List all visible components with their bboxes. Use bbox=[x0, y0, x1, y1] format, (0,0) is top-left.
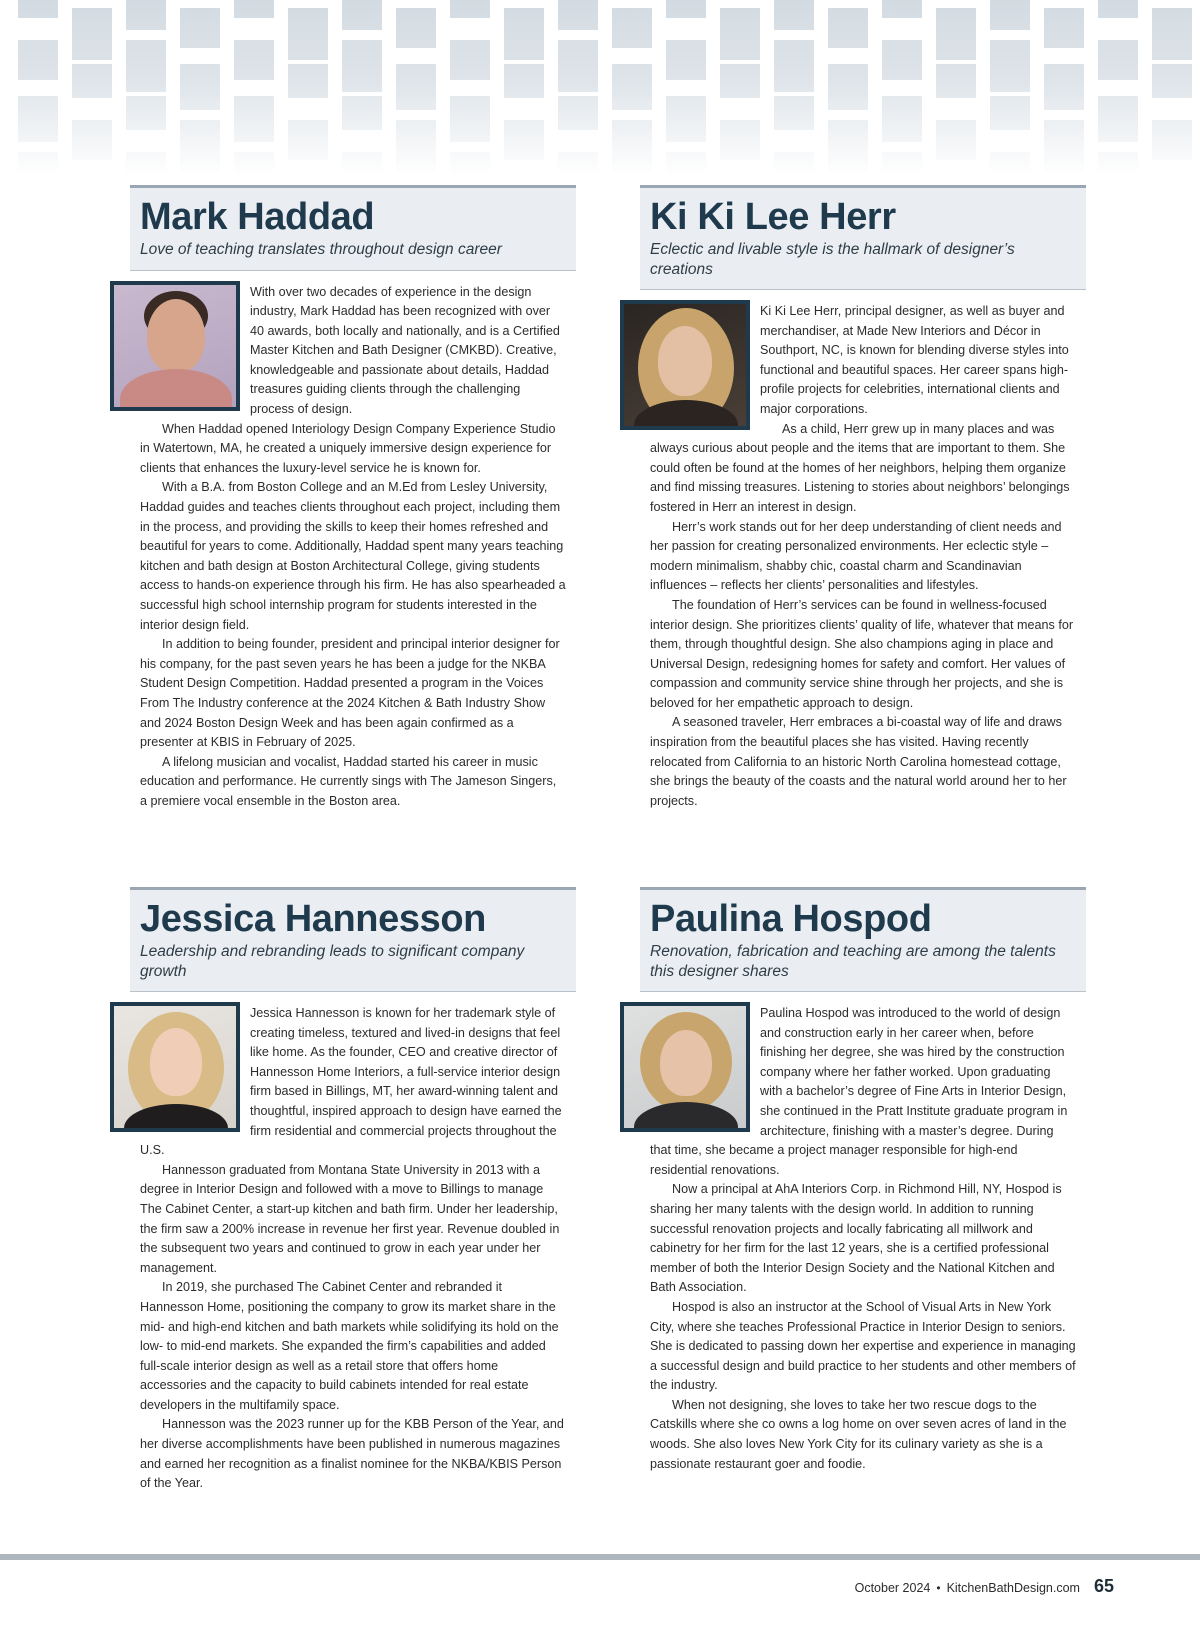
header-decorative-pattern bbox=[0, 0, 1200, 175]
profile-name: Ki Ki Lee Herr bbox=[650, 196, 896, 238]
paragraph: Herr’s work stands out for her deep understanding of client needs and her passion for creating personalized environments. Her eclectic style – modern minimalism, shabby chic, coastal charm and Scandinavian influences – reflects her clients’ personalities and lifestyles. bbox=[650, 519, 1062, 593]
paragraph: Hospod is also an instructor at the School of Visual Arts in New York City, where she teaches Professional Practice in Interior Design to seniors. She is dedicated to passing down her expertise and experience in managing a successful design and build practice to her students and other members of the industry. bbox=[650, 1299, 1076, 1393]
separator: • bbox=[936, 1581, 941, 1595]
profile-jessica-hannesson bbox=[130, 887, 576, 1494]
profile-subtitle: Eclectic and livable style is the hallmark of designer’s creations bbox=[650, 241, 1015, 278]
profile-name: Jessica Hannesson bbox=[140, 898, 486, 940]
site-link[interactable]: KitchenBathDesign.com bbox=[946, 1581, 1080, 1595]
profile-photo bbox=[620, 300, 750, 430]
profile-header bbox=[640, 185, 1086, 290]
profile-photo bbox=[110, 281, 240, 411]
profile-mark-haddad bbox=[130, 185, 576, 812]
profile-subtitle: Love of teaching translates throughout design career bbox=[140, 241, 502, 258]
profile-paulina-hospod bbox=[640, 887, 1086, 1474]
profile-photo bbox=[620, 1002, 750, 1132]
profile-header bbox=[130, 887, 576, 992]
profile-header bbox=[640, 887, 1086, 992]
footer-rule bbox=[0, 1554, 1200, 1560]
paragraph: Hannesson was the 2023 runner up for the KBB Person of the Year, and her diverse accomplishments have been published in numerous magazines and earned her recognition as a finalist nominee for the NKBA/KBIS Person of the Year. bbox=[140, 1417, 564, 1491]
paragraph: With a B.A. from Boston College and an M.Ed from Lesley University, Haddad guides and teaches clients throughout each project, including them in the process, and providing the skills to keep their homes refreshed and beautiful for years to come. Additionally, Haddad spent many years teaching kitchen and bath design at Boston Architectural College, giving students access to hands-on experience through his firm. He has also spearheaded a successful high school internship program for students interested in the interior design field. bbox=[140, 480, 566, 632]
paragraph: With over two decades of experience in the design industry, Mark Haddad has been recognized with over 40 awards, both locally and nationally, and is a Certified Master Kitchen and Bath Designer (CMKBD). Creative, knowledgeable and passionate about details, Haddad treasures guiding clients through the challenging process of design. bbox=[250, 284, 560, 417]
paragraph: When not designing, she loves to take her two rescue dogs to the Catskills where she co owns a log home on over seven acres of land in the woods. She also loves New York City for its culinary variety as she is a passionate restaurant goer and foodie. bbox=[650, 1397, 1067, 1471]
paragraph: A lifelong musician and vocalist, Haddad started his career in music education and performance. He currently sings with The Jameson Singers, a premiere vocal ensemble in the Boston area. bbox=[140, 754, 557, 808]
paragraph: Now a principal at AhA Interiors Corp. in Richmond Hill, NY, Hospod is sharing her many talents with the design world. In addition to running successful renovation projects and locally fabricating all millwork and cabinetry for her firm for the last 12 years, she is a certified professional member of both the Interior Design Society and the National Kitchen and Bath Association. bbox=[650, 1182, 1062, 1295]
issue-date: October 2024 bbox=[854, 1581, 931, 1595]
profile-header bbox=[130, 185, 576, 271]
paragraph: As a child, Herr grew up in many places and was always curious about people and the items that are important to them. She could often be found at the homes of her neighbors, helping them organize and find missing treasures. Listening to stories about neighbors’ belongings fostered in Herr an interest in design. bbox=[650, 421, 1070, 514]
profile-name: Mark Haddad bbox=[140, 196, 375, 238]
page-number: 65 bbox=[1093, 1576, 1114, 1596]
profile-subtitle: Renovation, fabrication and teaching are among the talents this designer shares bbox=[650, 943, 1056, 980]
paragraph: A seasoned traveler, Herr embraces a bi-coastal way of life and draws inspiration from the beautiful places she has visited. Having recently relocated from California to an historic North Carolina homestead cottage, she brings the beauty of the coasts and the natural world around her to her projects. bbox=[650, 715, 1067, 808]
profile-name: Paulina Hospod bbox=[650, 898, 932, 940]
profile-photo bbox=[110, 1002, 240, 1132]
page-footer bbox=[855, 1576, 1114, 1597]
paragraph: Ki Ki Lee Herr, principal designer, as well as buyer and merchandiser, at Made New Interiors and Décor in Southport, NC, is known for blending diverse styles into functional and beautiful spaces. Her career spans high-profile projects for celebrities, international clients and major corporations. bbox=[760, 304, 1069, 416]
paragraph: The foundation of Herr’s services can be found in wellness-focused interior design. She prioritizes clients’ quality of life, whatever that means for them, through thoughtful design. She also champions aging in place and Universal Design, redesigning homes for safety and comfort. Her values of compassion and community service shine through her projects, and she is beloved for her empathetic approach to design. bbox=[650, 597, 1074, 710]
paragraph: Hannesson graduated from Montana State University in 2013 with a degree in Interior Design and followed with a move to Billings to manage The Cabinet Center, a start-up kitchen and bath firm. Under her leadership, the firm saw a 200% increase in revenue her first year. Revenue doubled in the subsequent two years and continued to grow in each year under her management. bbox=[140, 1162, 560, 1275]
paragraph: Paulina Hospod was introduced to the world of design and construction early in her career when, before finishing her degree, she was hired by the construction company where her father worked. Upon graduating with a bachelor’s degree of Fine Arts in Interior Design, she continued in the Pratt Institute graduate program in architecture, finishing with a master’s degree. During that time, she became a project manager responsible for high-end residential renovations. bbox=[650, 1006, 1068, 1177]
paragraph: Jessica Hannesson is known for her trademark style of creating timeless, textured and lived-in designs that feel like home. As the founder, CEO and creative director of Hannesson Home Interiors, a full-service interior design firm based in Billings, MT, her award-winning talent and thoughtful, inspired approach to design have earned the firm residential and commercial projects throughout the U.S. bbox=[140, 1006, 562, 1158]
profile-ki-ki-lee-herr bbox=[640, 185, 1086, 811]
paragraph: In addition to being founder, president and principal interior designer for his company, for the past seven years he has been a judge for the NKBA Student Design Competition. Haddad presented a program in the Voices From The Industry conference at the 2024 Kitchen & Bath Industry Show and 2024 Boston Design Week and has been again confirmed as a presenter at KBIS in February of 2025. bbox=[140, 637, 560, 750]
profile-subtitle: Leadership and rebranding leads to significant company growth bbox=[140, 943, 525, 980]
paragraph: When Haddad opened Interiology Design Company Experience Studio in Watertown, MA, he created a uniquely immersive design experience for clients that enhances the luxury-level service he is known for. bbox=[140, 421, 556, 475]
paragraph: In 2019, she purchased The Cabinet Center and rebranded it Hannesson Home, positioning the company to grow its market share in the mid- and high-end kitchen and bath markets while solidifying its hold on the low- to mid-end markets. She expanded the firm’s capabilities and added full-scale interior design as well as a retail store that offers home accessories and the capacity to build cabinets intended for real estate developers in the multifamily space. bbox=[140, 1280, 559, 1412]
